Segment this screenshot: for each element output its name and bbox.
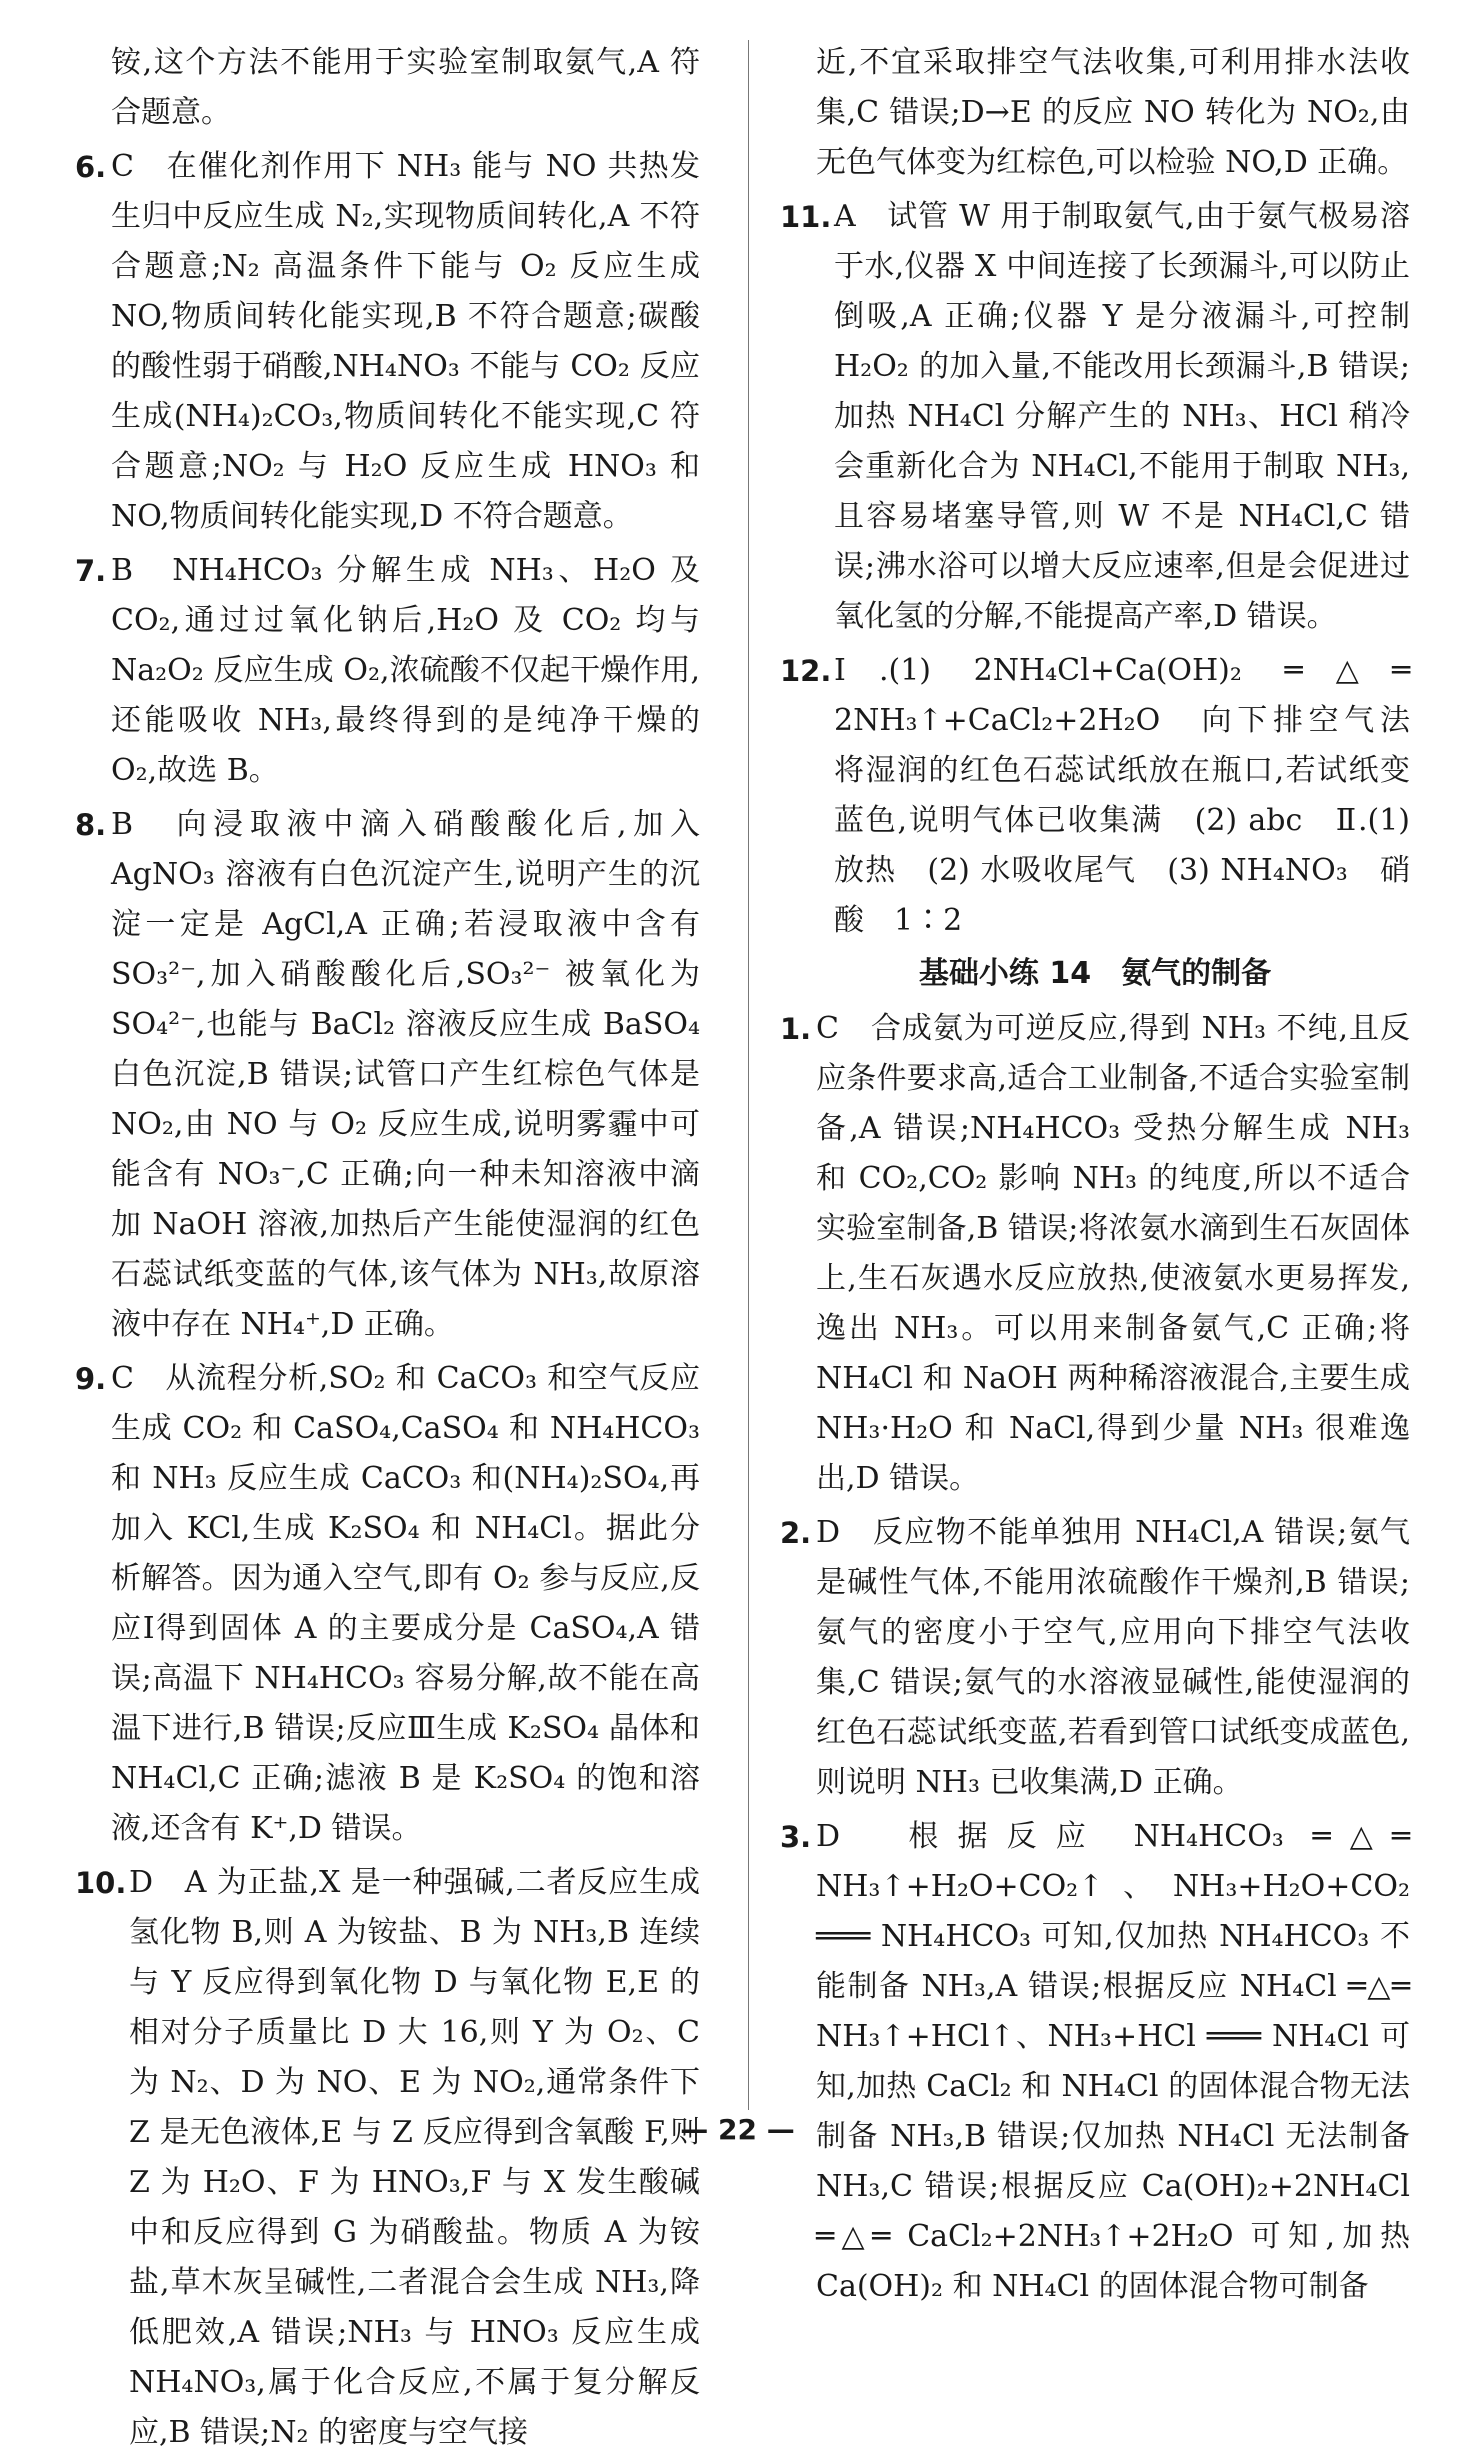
answer-item (75, 1354, 700, 1854)
item-number: 8. (75, 808, 107, 842)
item-number: 3. (780, 1820, 812, 1854)
answer-item (780, 646, 1440, 946)
answer-item (780, 192, 1410, 642)
answer-item (780, 1004, 1410, 1504)
answer-text: D 反应物不能单独用 NH₄Cl,A 错误;氨气是碱性气体,不能用浓硫酸作干燥剂,B 错误;氨气的密度小于空气,应用向下排空气法收集,C 错误;氨气的水溶液显碱性,能使湿润的红色石蕊试纸变蓝,若看到管口试纸变成蓝色,则说明 NH₃ 已收集满,D 正确。 (816, 1515, 1410, 1800)
answer-text: 近,不宜采取排空气法收集,可利用排水法收集,C 错误;D→E 的反应 NO 转化为 NO₂,由无色气体变为红棕色,可以检验 NO,D 正确。 (816, 45, 1410, 180)
answer-text: B NH₄HCO₃ 分解生成 NH₃、H₂O 及 CO₂,通过过氧化钠后,H₂O 及 CO₂ 均与 Na₂O₂ 反应生成 O₂,浓硫酸不仅起干燥作用,还能吸收 NH₃,最终得到的是纯净干燥的 O₂,故选 B。 (111, 553, 700, 788)
item-number: 1. (780, 1012, 812, 1046)
answer-text: A 试管 W 用于制取氨气,由于氨气极易溶于水,仪器 X 中间连接了长颈漏斗,可以防止倒吸,A 正确;仪器 Y 是分液漏斗,可控制 H₂O₂ 的加入量,不能改用长颈漏斗,B 错误;加热 NH₄Cl 分解产生的 NH₃、HCl 稍冷会重新化合为 NH₄Cl,不能用于制取 NH₃,且容易堵塞导管,则 W 不是 NH₄Cl,C 错误;沸水浴可以增大反应速率,但是会促进过氧化氢的分解,不能提高产率,D 错误。 (834, 199, 1410, 634)
answer-text: Ⅰ.(1) 2NH₄Cl+Ca(OH)₂ ═△═ 2NH₃↑+CaCl₂+2H₂O 向下排空气法 将湿润的红色石蕊试纸放在瓶口,若试纸变蓝色,说明气体已收集满 (2) abc Ⅱ.(1) 放热 (2) 水吸收尾气 (3) NH₄NO₃ 硝酸 1∶2 (834, 653, 1440, 938)
item-number: 10. (75, 1866, 127, 1900)
item-number: 7. (75, 554, 107, 588)
item-number: 2. (780, 1516, 812, 1550)
answer-item (75, 546, 700, 796)
answer-text: C 在催化剂作用下 NH₃ 能与 NO 共热发生归中反应生成 N₂,实现物质间转化,A 不符合题意;N₂ 高温条件下能与 O₂ 反应生成 NO,物质间转化能实现,B 不符合题意;碳酸的酸性弱于硝酸,NH₄NO₃ 不能与 CO₂ 反应生成(NH₄)₂CO₃,物质间转化不能实现,C 符合题意;NO₂ 与 H₂O 反应生成 HNO₃ 和 NO,物质间转化能实现,D 不符合题意。 (111, 149, 700, 534)
column-divider (748, 40, 749, 2110)
answer-text: D A 为正盐,X 是一种强碱,二者反应生成氢化物 B,则 A 为铵盐、B 为 NH₃,B 连续与 Y 反应得到氧化物 D 与氧化物 E,E 的相对分子质量比 D 大 16,则 Y 为 O₂、C 为 N₂、D 为 NO、E 为 NO₂,通常条件下 Z 是无色液体,E 与 Z 反应得到含氧酸 F,则 Z 为 H₂O、F 为 HNO₃,F 与 X 发生酸碱中和反应得到 G 为硝酸盐。物质 A 为铵盐,草木灰呈碱性,二者混合会生成 NH₃,降低肥效,A 错误;NH₃ 与 HNO₃ 反应生成 NH₄NO₃,属于化合反应,不属于复分解反应,B 错误;N₂ 的密度与空气接 (129, 1865, 700, 2450)
answer-item (780, 1812, 1410, 2312)
item-number: 6. (75, 150, 107, 184)
item-number: 11. (780, 200, 832, 234)
answer-text: C 合成氨为可逆反应,得到 NH₃ 不纯,且反应条件要求高,适合工业制备,不适合实验室制备,A 错误;NH₄HCO₃ 受热分解生成 NH₃ 和 CO₂,CO₂ 影响 NH₃ 的纯度,所以不适合实验室制备,B 错误;将浓氨水滴到生石灰固体上,生石灰遇水反应放热,使液氨水更易挥发,逸出 NH₃。可以用来制备氨气,C 正确;将 NH₄Cl 和 NaOH 两种稀溶液混合,主要生成 NH₃·H₂O 和 NaCl,得到少量 NH₃ 很难逸出,D 错误。 (816, 1011, 1410, 1496)
page-number: — 22 — (680, 2113, 795, 2146)
answer-item (75, 142, 700, 542)
answer-text: 铵,这个方法不能用于实验室制取氨气,A 符合题意。 (111, 45, 700, 130)
answer-text: B 向浸取液中滴入硝酸酸化后,加入 AgNO₃ 溶液有白色沉淀产生,说明产生的沉淀一定是 AgCl,A 正确;若浸取液中含有 SO₃²⁻,加入硝酸酸化后,SO₃²⁻ 被氧化为 SO₄²⁻,也能与 BaCl₂ 溶液反应生成 BaSO₄ 白色沉淀,B 错误;试管口产生红棕色气体是 NO₂,由 NO 与 O₂ 反应生成,说明雾霾中可能含有 NO₃⁻,C 正确;向一种未知溶液中滴加 NaOH 溶液,加热后产生能使湿润的红色石蕊试纸变蓝的气体,该气体为 NH₃,故原溶液中存在 NH₄⁺,D 正确。 (111, 807, 700, 1342)
item-number: 12. (780, 654, 832, 688)
left-column (75, 38, 700, 2462)
answer-item (780, 1508, 1410, 1808)
answer-item (780, 38, 1410, 188)
answer-text: D 根据反应 NH₄HCO₃ ═△═ NH₃↑+H₂O+CO₂↑、NH₃+H₂O+CO₂ ═══ NH₄HCO₃ 可知,仅加热 NH₄HCO₃ 不能制备 NH₃,A 错误;根据反应 NH₄Cl ═△═ NH₃↑+HCl↑、NH₃+HCl ═══ NH₄Cl 可知,加热 CaCl₂ 和 NH₄Cl 的固体混合物无法制备 NH₃,B 错误;仅加热 NH₄Cl 无法制备 NH₃,C 错误;根据反应 Ca(OH)₂+2NH₄Cl ═△═ CaCl₂+2NH₃↑+2H₂O 可知,加热 Ca(OH)₂ 和 NH₄Cl 的固体混合物可制备 (816, 1819, 1410, 2304)
answer-item (75, 38, 700, 138)
answer-text: C 从流程分析,SO₂ 和 CaCO₃ 和空气反应生成 CO₂ 和 CaSO₄,CaSO₄ 和 NH₄HCO₃ 和 NH₃ 反应生成 CaCO₃ 和(NH₄)₂SO₄,再加入 KCl,生成 K₂SO₄ 和 NH₄Cl。据此分析解答。因为通入空气,即有 O₂ 参与反应,反应Ⅰ得到固体 A 的主要成分是 CaSO₄,A 错误;高温下 NH₄HCO₃ 容易分解,故不能在高温下进行,B 错误;反应Ⅲ生成 K₂SO₄ 晶体和 NH₄Cl,C 正确;滤液 B 是 K₂SO₄ 的饱和溶液,还含有 K⁺,D 错误。 (111, 1361, 700, 1846)
item-number: 9. (75, 1362, 107, 1396)
section-title: 基础小练 14 氨气的制备 (918, 956, 1272, 991)
answer-item (75, 1858, 700, 2458)
right-column (780, 38, 1440, 2316)
answer-item (75, 800, 700, 1350)
